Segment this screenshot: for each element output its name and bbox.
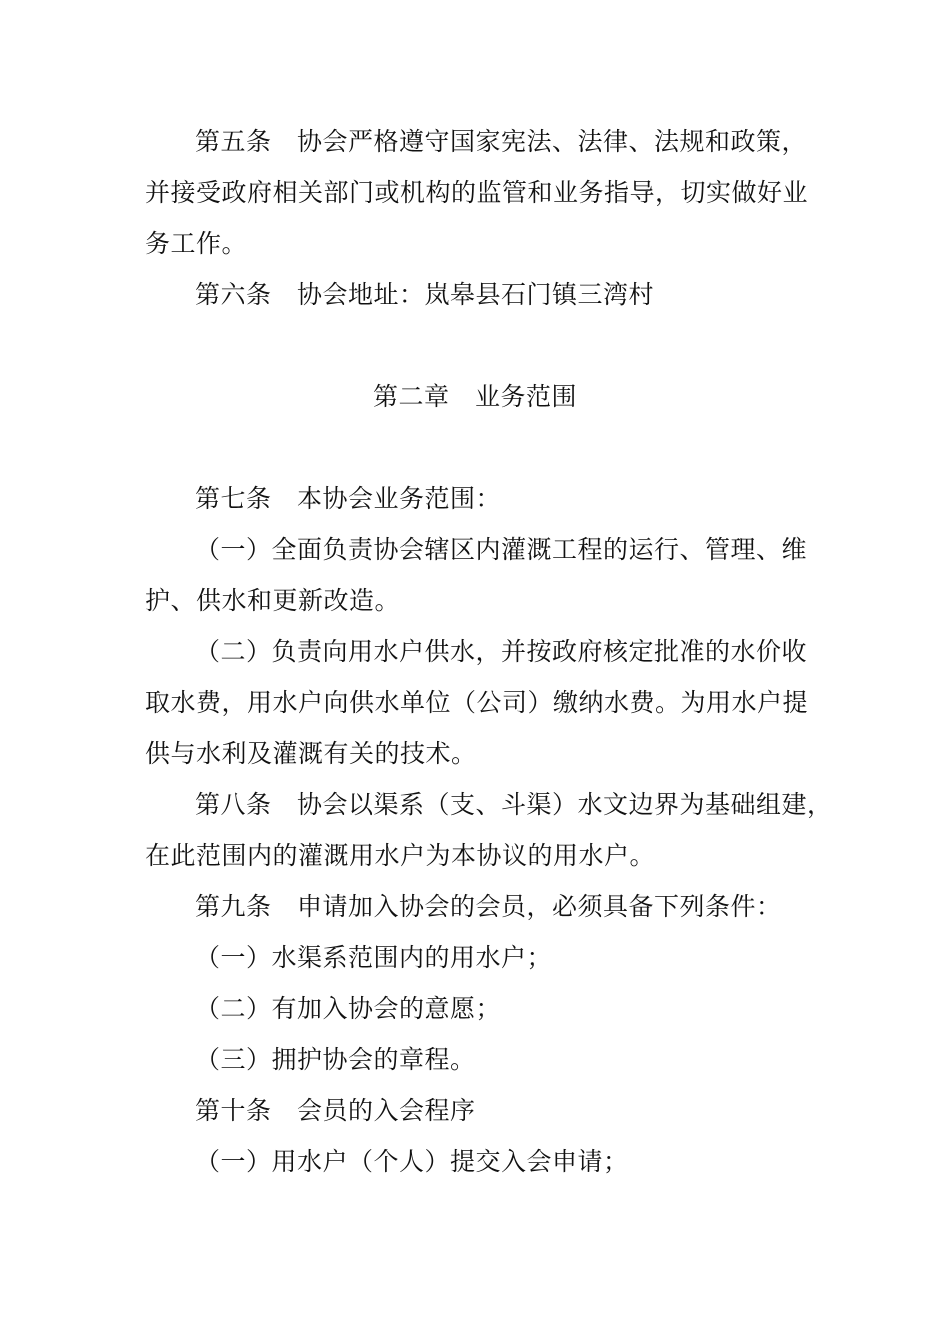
article-9-line: 第九条 申请加入协会的会员，必须具备下列条件：: [195, 892, 782, 921]
article-8-line-2: 在此范围内的灌溉用水户为本协议的用水户。: [145, 841, 656, 870]
article-8-line-1: 第八条 协会以渠系（支、斗渠）水文边界为基础组建，: [195, 790, 833, 819]
article-9-item-1: （一）水渠系范围内的用水户；: [195, 943, 553, 972]
article-10-line: 第十条 会员的入会程序: [195, 1096, 476, 1125]
article-7-item-2-line-2: 取水费，用水户向供水单位（公司）缴纳水费。为用水户提: [145, 688, 809, 717]
article-7-item-1-line-1: （一）全面负责协会辖区内灌溉工程的运行、管理、维: [195, 535, 808, 564]
article-5-line-1: 第五条 协会严格遵守国家宪法、法律、法规和政策，: [195, 127, 808, 156]
article-6-line: 第六条 协会地址：岚皋县石门镇三湾村: [195, 280, 655, 309]
article-5-line-2: 并接受政府相关部门或机构的监管和业务指导，切实做好业: [145, 178, 809, 207]
article-7-item-1-line-2: 护、供水和更新改造。: [145, 586, 401, 615]
article-9-item-3: （三）拥护协会的章程。: [195, 1045, 476, 1074]
article-5-line-3: 务工作。: [145, 229, 248, 258]
article-7-item-2-line-1: （二）负责向用水户供水，并按政府核定批准的水价收: [195, 637, 808, 666]
article-9-item-2: （二）有加入协会的意愿；: [195, 994, 502, 1023]
article-7-line: 第七条 本协会业务范围：: [195, 484, 502, 513]
chapter-2-heading: 第二章 业务范围: [372, 382, 577, 411]
article-7-item-2-line-3: 供与水利及灌溉有关的技术。: [145, 739, 477, 768]
article-10-item-1: （一）用水户（个人）提交入会申请；: [195, 1147, 629, 1176]
